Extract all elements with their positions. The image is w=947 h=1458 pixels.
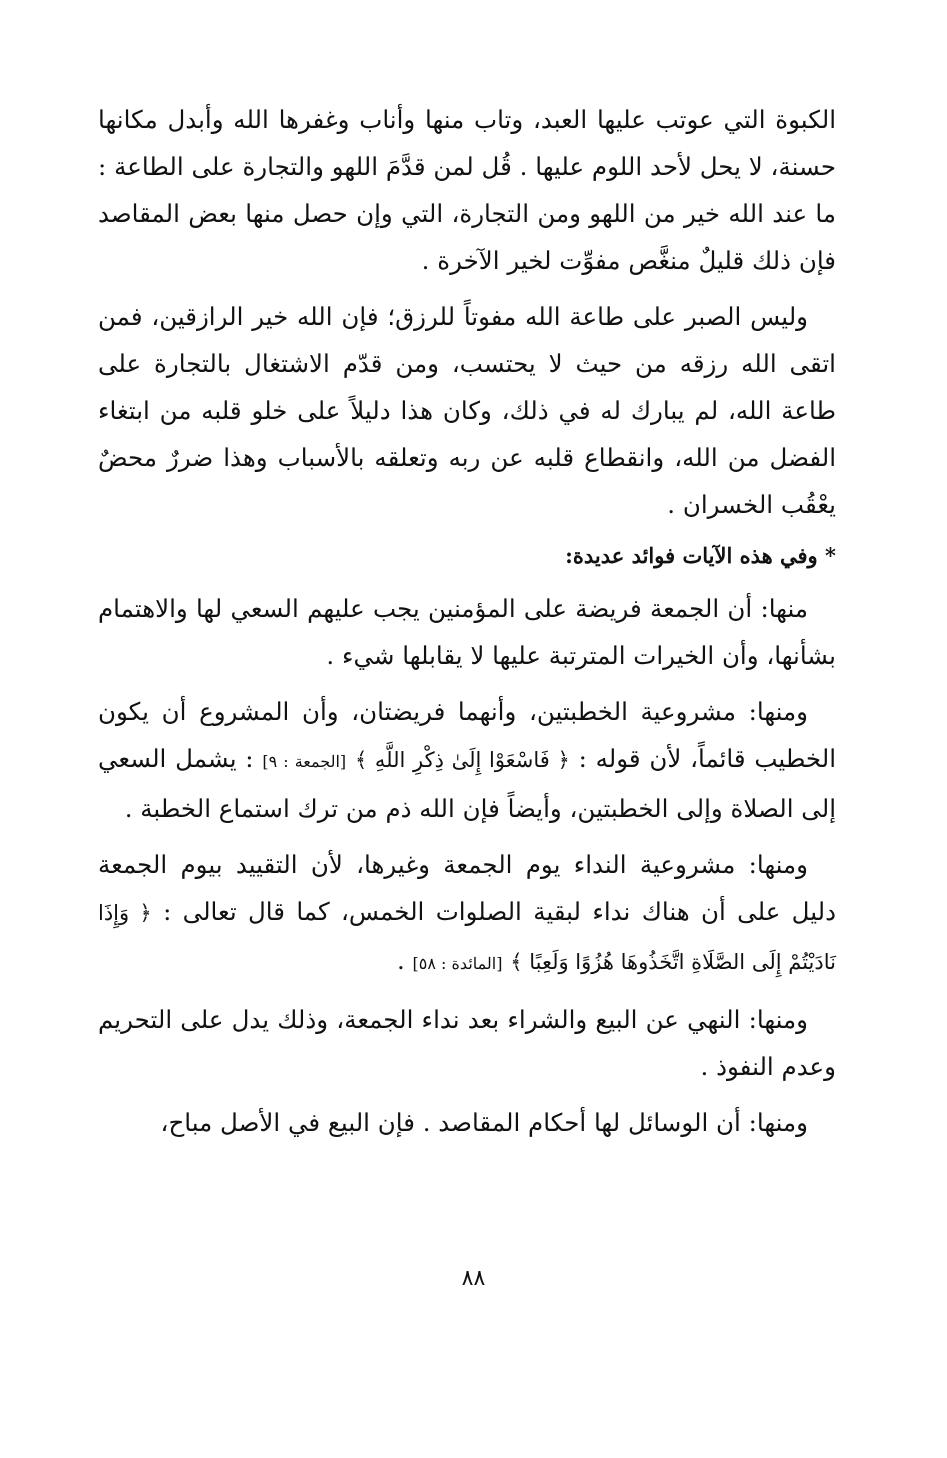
paragraph-continuation: الكبوة التي عوتب عليها العبد، وتاب منها وأناب وغفرها الله وأبدل مكانها حسنة، لا يحل لأحد اللوم عليها . قُل لمن قدَّمَ اللهو والتجارة على الطاعة : ما عند الله خير من اللهو ومن التجارة، التي وإن حصل منها بعض المقاصد فإن ذلك قليلٌ منغَّص مفوِّت لخير الآخرة .	[98, 105, 836, 275]
benefit-text-after: .	[396, 946, 405, 975]
page-body	[98, 96, 836, 1155]
benefit-item-friday-obligation: منها: أن الجمعة فريضة على المؤمنين يجب عليهم السعي لها والاهتمام بشأنها، وأن الخيرات المترتبة عليها لا يقابلها شيء .	[98, 594, 836, 670]
paragraph-patience-provision: وليس الصبر على طاعة الله مفوتاً للرزق؛ فإن الله خير الرازقين، فمن اتقى الله رزقه من حيث لا يحتسب، ومن قدّم الاشتغال بالتجارة على طاعة الله، لم يبارك له في ذلك، وكان هذا دليلاً على خلو قلبه من ابتغاء الفضل من الله، وانقطاع قلبه عن ربه وتعلقه بالأسباب وهذا ضررٌ محضٌ يعْقُب الخسران .	[98, 302, 836, 519]
benefit-text-before: ومنها: مشروعية الخطبتين، وأنهما فريضتان، وأن المشروع أن يكون الخطيب قائماً، لأن قوله :	[98, 697, 837, 773]
quran-verse: ﴿ وَإِذَا نَادَيْتُمْ إِلَى الصَّلَاةِ اتَّخَذُوهَا هُزُوًا وَلَعِبًا ﴾	[98, 901, 836, 974]
quran-verse: ﴿ فَاسْعَوْا إِلَىٰ ذِكْرِ اللَّهِ ﴾	[354, 748, 570, 772]
section-heading: * وفي هذه الآيات فوائد عديدة:	[565, 543, 836, 568]
benefit-item-means-and-ends: ومنها: أن الوسائل لها أحكام المقاصد . فإن البيع في الأصل مباح،	[160, 1108, 808, 1137]
benefit-item-call-to-prayer	[98, 841, 836, 987]
benefit-item-two-sermons	[98, 688, 836, 832]
verse-reference: [المائدة : ٥٨]	[412, 954, 503, 973]
benefit-text-before: ومنها: مشروعية النداء يوم الجمعة وغيرها، لأن التقييد بيوم الجمعة دليل على أن هناك نداء لبقية الصلوات الخمس، كما قال تعالى :	[98, 850, 836, 926]
page-number: ٨٨	[461, 1266, 486, 1291]
verse-reference: [الجمعة : ٩]	[262, 752, 347, 771]
benefit-text-after: : يشمل السعي إلى الصلاة وإلى الخطبتين، وأيضاً فإن الله ذم من ترك استماع الخطبة .	[98, 744, 836, 823]
benefit-item-trade-prohibition: ومنها: النهي عن البيع والشراء بعد نداء الجمعة، وذلك يدل على التحريم وعدم النفوذ .	[98, 1005, 836, 1081]
